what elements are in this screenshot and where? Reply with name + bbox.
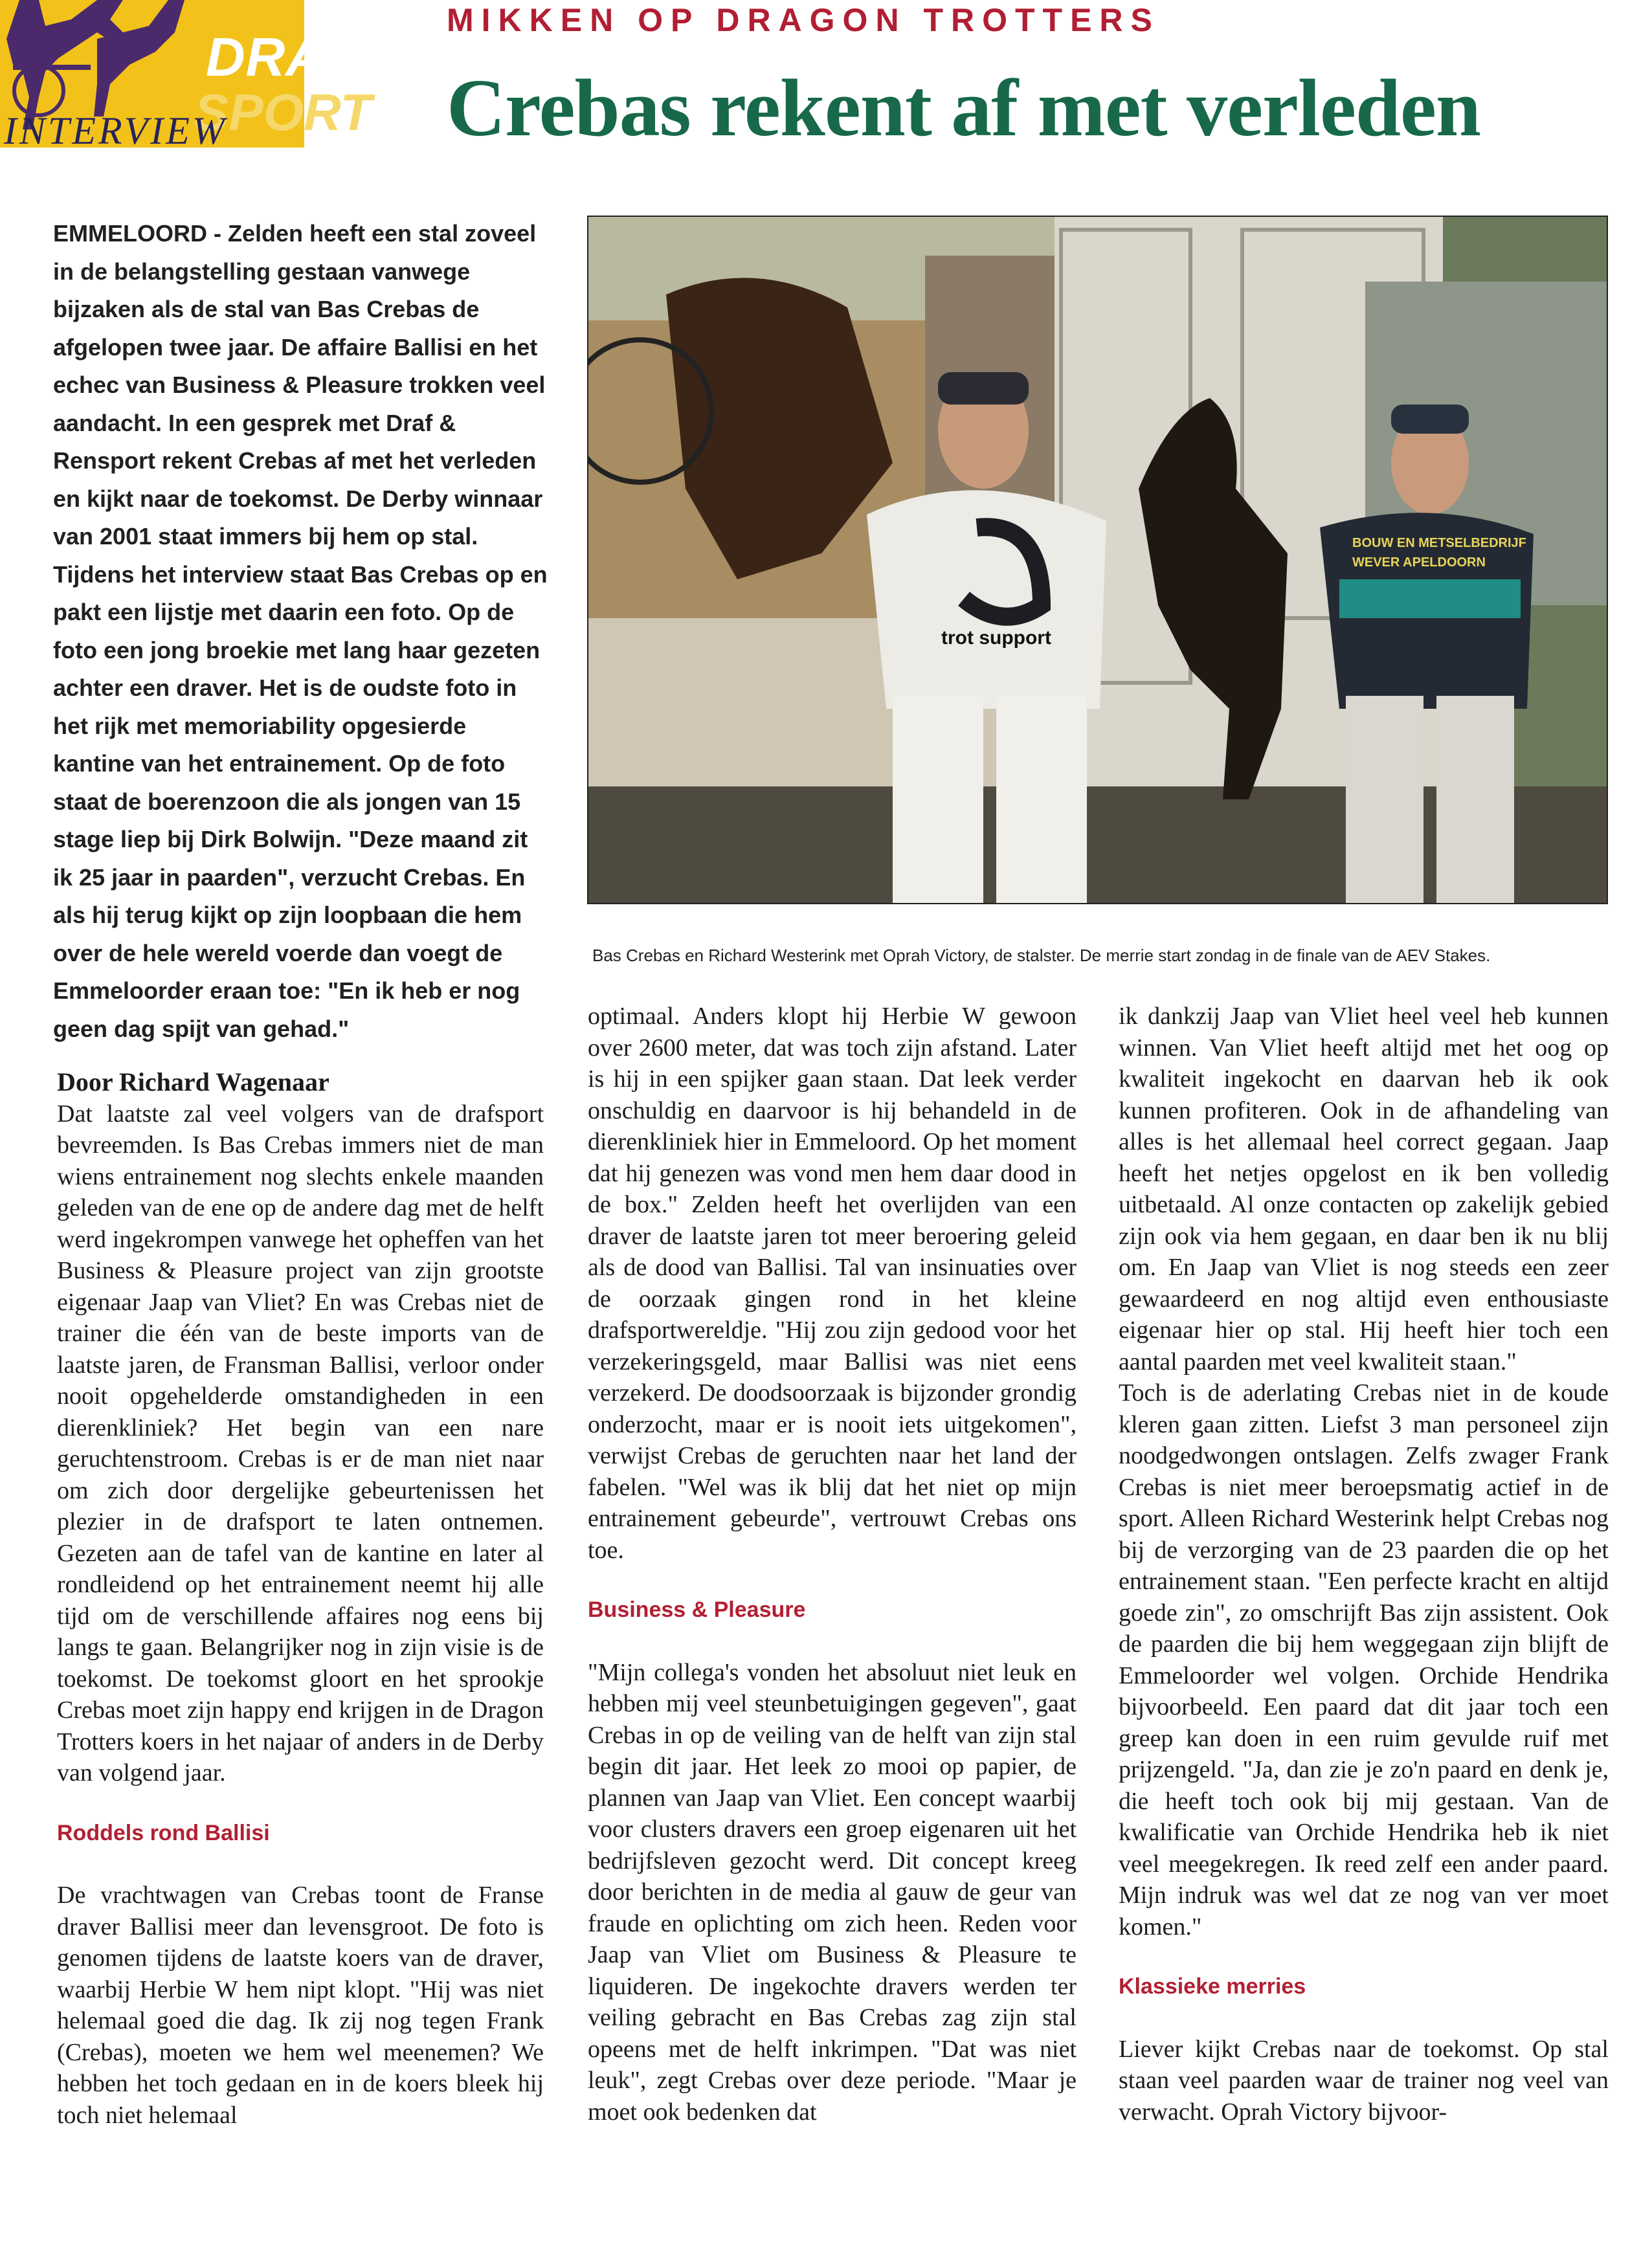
article-photo [587, 216, 1608, 904]
photo-caption: Bas Crebas en Richard Westerink met Oprah Victory, de stalster. De merrie start zondag in de finale van de AEV Stakes. [592, 946, 1491, 965]
logo-draf-text: DRAF [206, 27, 360, 87]
body-paragraph: De vrachtwagen van Crebas toont de Franse draver Ballisi meer dan levensgroot. De foto is genomen tijdens de laatste koers van de draver, waarbij Herbie W hem nipt klopt. "Hij was niet helemaal goed die dag. Ik zij nog tegen Frank (Crebas), moeten we hem wel meenemen? We hebben het toch gedaan en in de koers bleek hij toch niet helemaal [57, 1882, 544, 2129]
magazine-logo [0, 0, 372, 155]
subheading: Business & Pleasure [588, 1597, 806, 1622]
intro-text: EMMELOORD - Zelden heeft een stal zoveel in de belangstelling gestaan vanwege bijzaken als de stal van Bas Crebas de afgelopen twee jaar. De affaire Ballisi en het echec van Business & Pleasure trokken veel aandacht. In een gesprek met Draf & Rensport rekent Crebas af met het verleden en kijkt naar de toekomst. De Derby winnaar van 2001 staat immers bij hem op stal. Tijdens het interview staat Bas Crebas op en pakt een lijstje met daarin een foto. Op de foto een jong broekie met lang haar gezeten achter een draver. Het is de oudste foto in het rijk met memoriability opgesierde kantine van het entrainement. Op de foto staat de boerenzoon die als jongen van 15 stage liep bij Dirk Bolwijn. "Deze maand zit ik 25 jaar in paarden", verzucht Crebas. En als hij terug kijkt op zijn loopbaan die hem over de hele wereld voerde dan voegt de Emmeloorder eraan toe: "En ik heb er nog geen dag spijt van gehad." [53, 220, 548, 1042]
trot-support-suit-text: trot support [941, 627, 1051, 649]
subheading: Roddels rond Ballisi [57, 1820, 270, 1845]
jacket-sponsor-text-1: BOUW EN METSELBEDRIJF [1352, 536, 1526, 550]
body-paragraph: "Mijn collega's vonden het absoluut niet leuk en hebben mij veel steunbetuigingen gegeven", gaat Crebas in op de veiling van de helft van zijn stal begin dit jaar. Het leek zo mooi op papier, de plannen van Jaap van Vliet. Een concept waarbij voor clusters dravers een groep eigenaren uit het bedrijfsleven gezocht werd. Dit concept kreeg door berichten in de media al gauw de geur van fraude en oplichting om zich heen. Reden voor Jaap van Vliet om Business & Pleasure te liquideren. De ingekochte dravers werden ter veiling gebracht en Bas Crebas zag zijn stal opeens met de helft inkrimpen. "Dat was niet leuk", zegt Crebas over deze periode. "Maar je moet ook bedenken dat [588, 1658, 1077, 2126]
byline: Door Richard Wagenaar [57, 1067, 329, 1096]
intro-paragraph [53, 215, 548, 1048]
article-column-3 [1119, 1001, 1609, 2128]
section-label: INTERVIEW [4, 109, 227, 152]
body-paragraph: Toch is de aderlating Crebas niet in de koude kleren gaan zitten. Liefst 3 man personeel zijn noodgedwongen ontslagen. Zelfs zwager Frank Crebas is niet meer beroepsmatig actief in de sport. Alleen Richard Westerink helpt Crebas nog bij de verzorging van de 23 paarden die op het entrainement staan. "Een perfecte kracht en altijd goede zin", zo omschrijft Bas zijn assistent. Ook de paarden die bij hem weggegaan zijn blijft de Emmeloorder wel volgen. Orchide Hendrika bijvoorbeeld. Een paard dat dit jaar toch een greep kan doen in een ruim gevulde ruif met prijzengeld. "Ja, dan zie je zo'n paard en denk je, die heeft toch ook bij mij gestaan. Van de kwalificatie van Orchide Hendrika heb ik niet veel meegekregen. Ik reed zelf een ander paard. Mijn indruk was wel dat ze nog van ver moet komen." [1119, 1379, 1609, 1940]
logo-sport-text: SPORT [194, 83, 372, 141]
headline: Crebas rekent af met verleden [447, 63, 1480, 153]
body-paragraph: ik dankzij Jaap van Vliet heel veel heb kunnen winnen. Van Vliet heeft altijd met het oog op kwaliteit ingekocht en daarvan heb ik ook kunnen profiteren. Ook in de afhandeling van alles is het allemaal heel correct gegaan. Jaap heeft het netjes opgelost en ik ben volledig uitbetaald. Al onze contacten op zakelijk gebied zijn ook via hem gegaan, en daar ben ik nu blij om. En Jaap van Vliet is nog steeds een zeer gewaardeerd en nog altijd even enthousiaste eigenaar hier op stal. Hij heeft hier toch een aantal paarden met veel kwaliteit staan." [1119, 1003, 1609, 1375]
body-paragraph: optimaal. Anders klopt hij Herbie W gewoon over 2600 meter, dat was toch zijn afstand. Later is hij in een spijker gaan staan. Dat leek verder onschuldig en daarvoor is hij behandeld in de dierenkliniek hier in Emmeloord. Op het moment dat hij genezen was vond men hem daar dood in de box." Zelden heeft het overlijden van een draver de laatste jaren tot meer beroering geleid als de dood van Ballisi. Tal van insinuaties over de oorzaak gingen rond in het kleine drafsportwereldje. "Hij zou zijn gedood voor het verzekeringsgeld, maar Ballisi was niet eens verzekerd. De doodsoorzaak is bijzonder grondig onderzocht, maar er is nooit iets uitgekomen", verwijst Crebas de geruchten naar het land der fabelen. "Wel was ik blij dat het niet op mijn entrainement gebeurde", vertrouwt Crebas ons toe. [588, 1003, 1077, 1564]
subheading: Klassieke merries [1119, 1974, 1306, 1999]
photo-illustration [588, 217, 1607, 903]
body-paragraph: Liever kijkt Crebas naar de toekomst. Op stal staan veel paarden waar de trainer nog veel van verwacht. Oprah Victory bijvoor- [1119, 2035, 1609, 2126]
jacket-sponsor-text-2: WEVER APELDOORN [1352, 555, 1486, 570]
article-column-2 [588, 1001, 1077, 2128]
kicker: MIKKEN OP DRAGON TROTTERS [447, 2, 1160, 38]
article-column-1 [57, 1067, 544, 2131]
body-paragraph: Dat laatste zal veel volgers van de drafsport bevreemden. Is Bas Crebas immers niet de man wiens entrainement nog slechts enkele maanden geleden van de ene op de andere dag met de helft werd ingekrompen vanwege het opheffen van het Business & Pleasure project van zijn grootste eigenaar Jaap van Vliet? En was Crebas niet de trainer die één van de beste imports van de laatste jaren, de Fransman Ballisi, verloor onder nooit opgehelderde omstandigheden in een dierenkliniek? Het begin van een nare geruchtenstroom. Crebas is er de man niet naar om zich door dergelijke gebeurtenissen het plezier in de drafsport te laten ontnemen. Gezeten aan de tafel van de kantine en later al rondleidend op het entrainement neemt hij alle tijd om de verschillende affaires nog eens bij langs te gaan. Belangrijker nog in zijn visie is de toekomst. De toekomst gloort en het sprookje Crebas moet zijn happy end krijgen in de Dragon Trotters koers in het najaar of anders in de Derby van volgend jaar. [57, 1100, 544, 1786]
